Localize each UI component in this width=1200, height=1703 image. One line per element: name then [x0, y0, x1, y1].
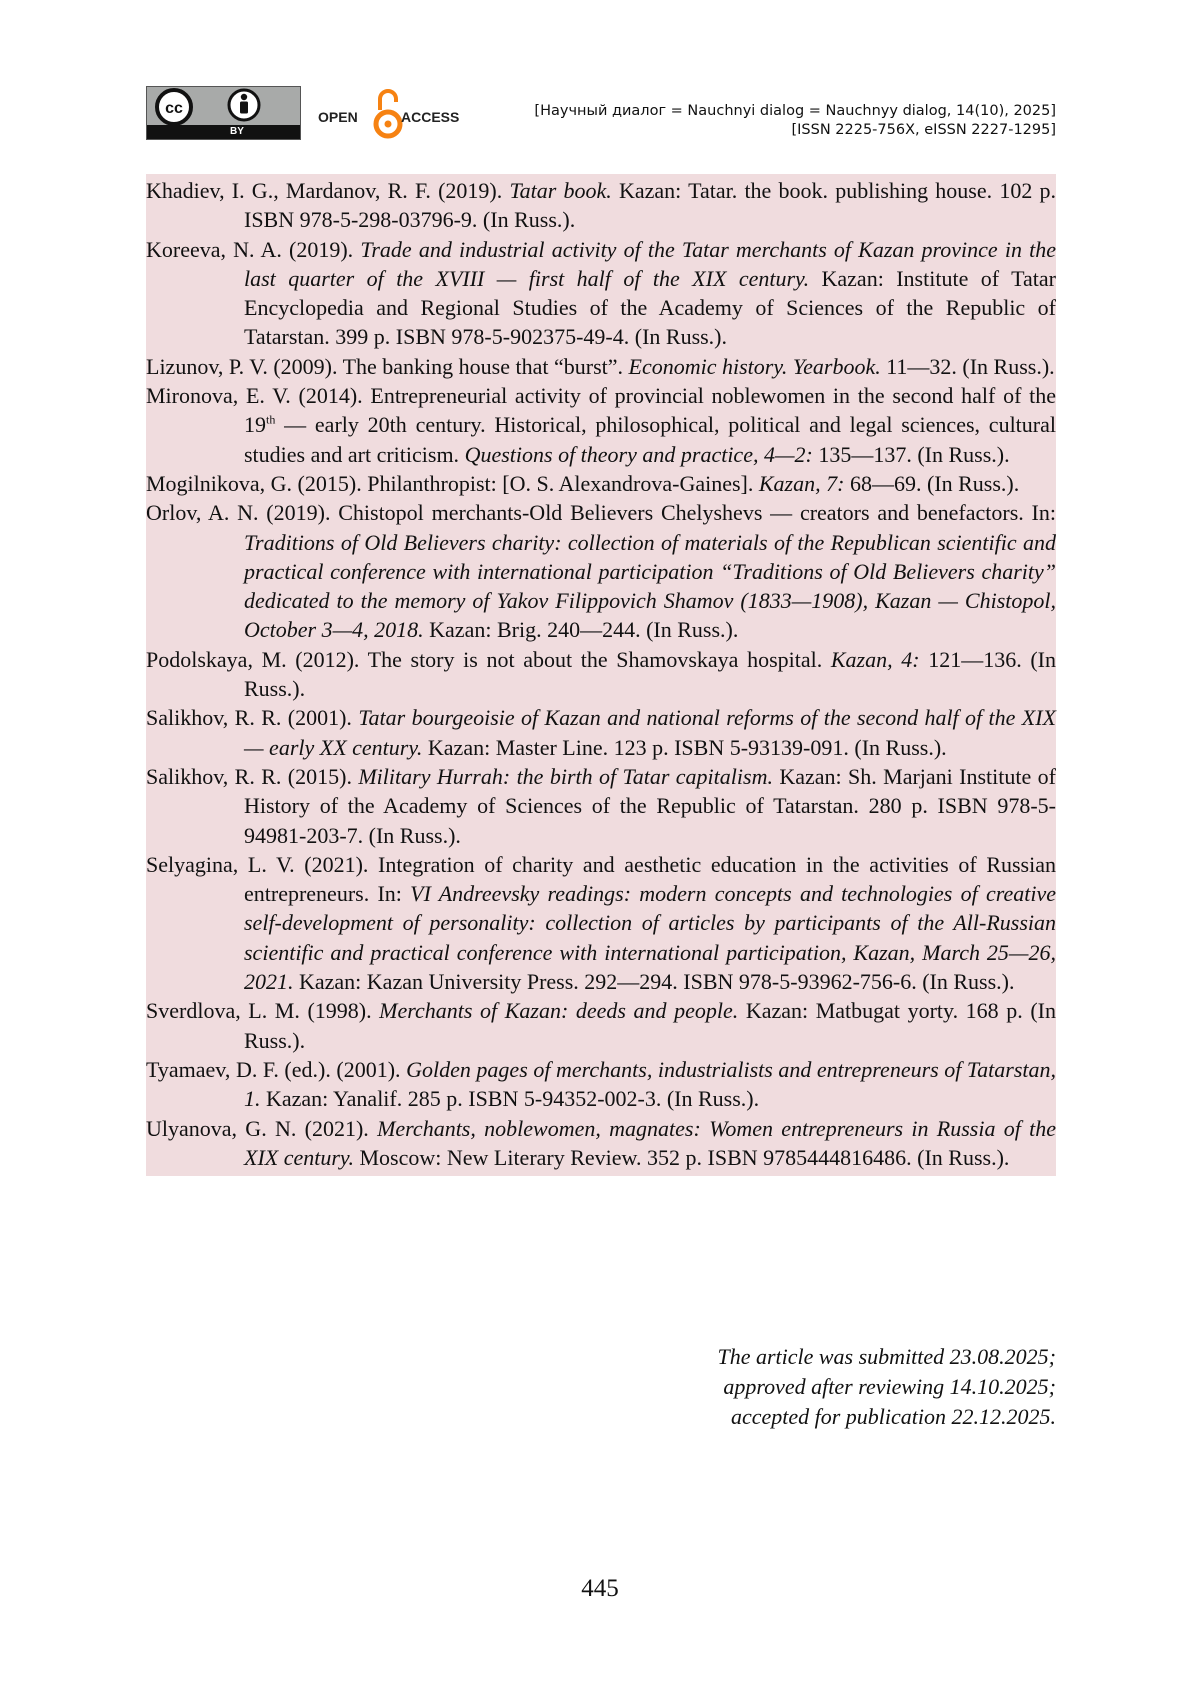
reference-item: Mogilnikova, G. (2015). Philanthropist: [O. S. Alexandrova-Gaines]. Kazan, 7: 68—69. (In Russ.). [146, 470, 1020, 496]
cc-by-label: BY [230, 126, 244, 137]
reference-item: Orlov, A. N. (2019). Chistopol merchants-Old Believers Chelyshevs — creators and benefactors. In: Traditions of Old Believers charity: collection of materials of the Republican scientific and practical conference with international participation “Traditions of Old Believers charity” dedicated to the memory of Yakov Filippovich Shamov (1833—1908), Kazan — Chistopol, October 3—4, 2018. Kazan: Brig. 240—244. (In Russ.). [146, 500, 1056, 643]
reference-item: Khadiev, I. G., Mardanov, R. F. (2019). Tatar book. Kazan: Tatar. the book. publishing house. 102 p. ISBN 978-5-298-03796-9. (In Russ.). [146, 178, 1057, 233]
reference-item: Podolskaya, M. (2012). The story is not about the Shamovskaya hospital. Kazan, 4: 121—136. (In Russ.). [146, 646, 1057, 702]
open-access-text-right: ACCESS [401, 109, 460, 125]
reference-item: Salikhov, R. R. (2001). Tatar bourgeoisie of Kazan and national reforms of the second half of the XIX — early XX century. Kazan: Master Line. 123 p. ISBN 5-93139-091. (In Russ.). [146, 705, 1056, 760]
reference-list [146, 174, 1056, 1176]
reference-item: Koreeva, N. A. (2019). Trade and industrial activity of the Tatar merchants of Kazan province in the last quarter of the XVIII — first half of the XIX century. Kazan: Institute of Tatar Encyclopedia and Regional Studies of the Academy of Sciences of the Republic of Tatarstan. 399 p. ISBN 978-5-902375-49-4. (In Russ.). [146, 236, 1056, 350]
reference-item: Ulyanova, G. N. (2021). Merchants, noblewomen, magnates: Women entrepreneurs in Russia of the XIX century. Moscow: New Literary Review. 352 p. ISBN 9785444816486. (In Russ.). [146, 1115, 1056, 1170]
reference-item: Salikhov, R. R. (2015). Military Hurrah: the birth of Tatar capitalism. Kazan: Sh. Marjani Institute of History of the Academy of Sciences of the Republic of Tatarstan. 280 p. ISBN 978-5-94981-203-7. (In Russ.). [146, 763, 1056, 848]
cc-by-license-badge [146, 86, 301, 140]
reference-item: Mironova, E. V. (2014). Entrepreneurial activity of provincial noblewomen in the second half of the 19th — early 20th century. Historical, philosophical, political and legal sciences, cultural studies and art criticism. Questions of theory and practice, 4—2: 135—137. (In Russ.). [146, 383, 1056, 467]
open-access-text-left: OPEN [318, 109, 358, 125]
approved-date-line: approved after reviewing 14.10.2025; [723, 1374, 1056, 1399]
accepted-date-line: accepted for publication 22.12.2025. [730, 1404, 1056, 1429]
submission-dates [717, 1342, 1056, 1432]
journal-issn-line: [ISSN 2225-756X, eISSN 2227-1295] [791, 122, 1056, 138]
svg-text:cc: cc [165, 100, 183, 117]
reference-item: Tyamaev, D. F. (ed.). (2001). Golden pages of merchants, industrialists and entrepreneurs of Tatarstan, 1. Kazan: Yanalif. 285 p. ISBN 5-94352-002-3. (In Russ.). [146, 1056, 1056, 1112]
page-header [146, 86, 1056, 142]
page-number: 445 [581, 1575, 619, 1602]
journal-title-line: [Научный диалог = Nauchnyi dialog = Nauchnyy dialog, 14(10), 2025] [534, 103, 1056, 119]
reference-item: Selyagina, L. V. (2021). Integration of charity and aesthetic education in the activities of Russian entrepreneurs. In: VI Andreevsky readings: modern concepts and technologies of creative self-development of personality: collection of articles by participants of the All-Russian scientific and practical conference with international participation, Kazan, March 25—26, 2021. Kazan: Kazan University Press. 292—294. ISBN 978-5-93962-756-6. (In Russ.). [146, 851, 1056, 995]
cc-icon [147, 87, 302, 127]
journal-citation [534, 102, 1056, 140]
reference-item: Sverdlova, L. M. (1998). Merchants of Kazan: deeds and people. Kazan: Matbugat yorty. 168 p. (In Russ.). [146, 998, 1056, 1053]
submitted-date-line: The article was submitted 23.08.2025; [717, 1344, 1056, 1369]
reference-item: Lizunov, P. V. (2009). The banking house that “burst”. Economic history. Yearbook. 11—32. (In Russ.). [146, 353, 1055, 379]
